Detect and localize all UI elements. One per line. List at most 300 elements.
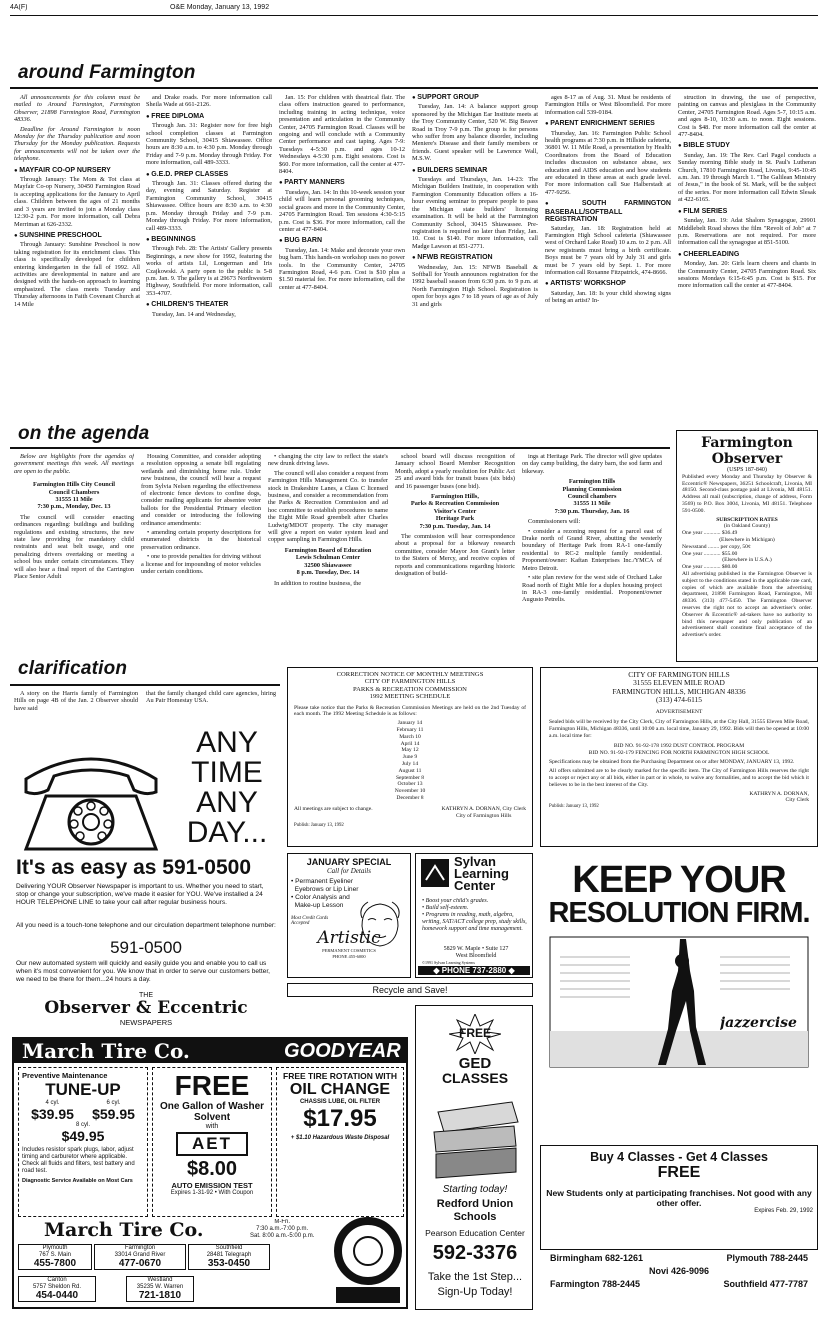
- school-line: Schools: [453, 1211, 497, 1223]
- meeting-dates: [294, 720, 526, 802]
- free-title: FREE: [174, 1070, 250, 1101]
- sylvan-name-line: Sylvan: [454, 856, 496, 869]
- item-text: Tuesdays, Jan. 14: In this 10-week session your child will learn personal grooming techniques, social graces and more in the Community Center, 24705 Farmington Road. Ten sessions 4:30-5:15 p.m. Cost is $36. For more information, call the center at 477-8404.: [279, 188, 405, 233]
- oil-free-text: FREE TIRE ROTATION WITH: [283, 1071, 397, 1081]
- march-tire-logo: March Tire Co.: [22, 1039, 190, 1063]
- rates-title: SUBSCRIPTION RATES: [716, 516, 778, 523]
- item-heading: ● NFWB REGISTRATION: [412, 254, 538, 262]
- agenda-bullet-text: changing the city law to reflect the state's new drunk driving laws.: [268, 453, 388, 468]
- bid-body-3: All offers submitted are to be clearly marked for the specific item. The City of Farmington Hills reserves the right to accept or reject any or all bids, either in part or in whole, to waive any formalities, and to accept the bid which it believes to be in the best interest of the City.: [549, 768, 809, 788]
- store-address: 767 S. Main: [38, 1251, 72, 1258]
- jazz-expires: Expires Feb. 29, 1992: [754, 1208, 813, 1214]
- meeting-date: May 12: [401, 747, 419, 754]
- notice-line: PARKS & RECREATION COMMISSION: [353, 685, 467, 693]
- agenda-bullet: • amending certain property descriptions for enumerated districts in the historical preservation ordinance.: [141, 529, 261, 551]
- store-address: 35235 W. Warren: [136, 1283, 184, 1290]
- sylvan-copyright: ©1991 Sylvan Learning Systems: [422, 960, 475, 965]
- recycle-banner: Recycle and Save!: [287, 983, 533, 997]
- jan-item-text: Color Analysis and: [295, 894, 350, 901]
- january-special-ad: [287, 853, 411, 978]
- sylvan-item-text: Programs in reading, math, algebra, writing, SAT/ACT college prep, study skills, homework support and time management.: [422, 912, 527, 932]
- store-phone: 454-0440: [35, 1290, 79, 1301]
- diag-text: Diagnostic Service Available on Most Cars: [22, 1178, 133, 1184]
- agenda-bullet-text: one to provide penalties for driving without a license and for impounding of motor vehicles under certain conditions.: [141, 553, 261, 576]
- meeting-date: June 9: [402, 754, 418, 761]
- around-col-5: [545, 94, 671, 426]
- bid-signature: [549, 791, 809, 805]
- notice-footer: [294, 806, 526, 820]
- observer-logo: Observer & Eccentric: [44, 998, 248, 1018]
- meeting-line: 32500 Shiawassee: [304, 561, 352, 569]
- notice-line: 1992 MEETING SCHEDULE: [369, 693, 451, 701]
- sylvan-item-text: Build self-esteem.: [425, 905, 469, 911]
- agenda-text: The council will consider enacting ordinances regarding: buildings and building regulations and existing structures, the new state law providing for mandatory child restraints and seat belt usage, and one penalizing drivers overtaking or meeting a school bus under certain circumstances. They will also hear a final report of the Carrington Place Senior Adult: [14, 513, 134, 581]
- meeting-block: [395, 493, 515, 530]
- woman-face-illustration: [354, 900, 406, 950]
- item-heading: ● MAYFAIR CO-OP NURSERY: [14, 167, 140, 175]
- item-heading: ● FILM SERIES: [678, 208, 816, 216]
- gallon-text: One Gallon of Washer Solvent: [159, 1101, 265, 1123]
- agenda-text: Commissioners will:: [528, 518, 581, 526]
- sylvan-item: • Boost your child's grades.: [422, 898, 489, 904]
- agenda-bullet: • site plan review for the west side of Orchard Lake Road north of Eight Mile for a duplex housing project in RA-3 one-family residential. Proponent/owner Augusto Petrelis.: [522, 574, 662, 604]
- meeting-date: September 8: [395, 774, 425, 781]
- rate-line: (in Oakland County): [723, 523, 771, 530]
- store-locations: [18, 1244, 324, 1308]
- meeting-line: Lewis Schulman Center: [295, 554, 361, 562]
- rate-line: One year ............ $36.49: [682, 530, 738, 537]
- jan-sub: Call for Details: [327, 867, 371, 875]
- meeting-date: April 14: [400, 740, 420, 747]
- item-heading: ● ARTISTS' WORKSHOP: [545, 280, 671, 288]
- jan-item-text: Permanent Eyeliner: [295, 878, 354, 885]
- tuneup-text: Includes resistor spark plugs, labor, adjust timing and carburetor where applicable. Check all fluids and filters, test battery and road test.: [22, 1147, 135, 1174]
- ged-classes: CLASSES: [441, 1071, 509, 1086]
- item-text: ages 8-17 as of Aug. 31. Must be residents of Farmington Hills or West Bloomfield. For more information call 539-0184.: [545, 94, 671, 116]
- jazz-phone-row: [540, 1278, 818, 1291]
- ged-starting: Starting today!: [442, 1184, 508, 1195]
- hours-line: Sat. 8:00 a.m.-5:00 p.m.: [250, 1233, 315, 1239]
- jan-foot-line: PHONE 455-6000: [332, 954, 366, 959]
- agenda-bullet-text: site plan review for the west side of Orchard Lake Road north of Eight Mile for a duplex housing project in RA-3 one-family residential. Proponent/owner Augusto Petrelis.: [522, 574, 662, 604]
- meeting-line: 31555 11 Mile: [55, 496, 93, 504]
- item-heading: ● G.E.D. PREP CLASSES: [146, 171, 272, 179]
- agenda-bullet-text: consider a rezoning request for a parcel east of Drake north of Grand River, abutting the westerly boundary of Heritage Park from RA-1 one-family residential to RC-2 multiple family residential. Proponent/owner: Kaftan Enterprises Inc./YMCA of Metro Detroit.: [522, 527, 662, 572]
- jan-item: • Color Analysis and: [291, 894, 350, 901]
- ged-ad: [415, 1005, 533, 1310]
- around-col-3: [279, 94, 405, 426]
- agenda-col-5: [522, 453, 662, 665]
- agenda-col-4: [395, 453, 515, 658]
- item-heading: ● CHEERLEADING: [678, 251, 816, 259]
- item-heading: ● SUPPORT GROUP: [412, 94, 538, 102]
- aet-logo: AET: [176, 1132, 248, 1156]
- rate-line: (Elsewhere in Michigan): [719, 536, 775, 543]
- bid-body-2: Specifications may be obtained from the Purchasing Department on or after MONDAY, JANUARY 13, 1992.: [549, 759, 795, 766]
- cyl-label: 6 cyl.: [106, 1100, 121, 1106]
- hours-line: 7:30 a.m.-7:00 p.m.: [256, 1226, 309, 1232]
- jazz-phone-row: [540, 1265, 818, 1278]
- big-line: TIME: [191, 756, 263, 789]
- phonead-text-3: Our new automated system will quickly and easily guide you and enable you to call us when it's most convenient for you. We know that in order to serve our customers better, we need to be there for them...24 hours a day.: [16, 960, 271, 983]
- agenda-heading: on the agenda: [18, 423, 150, 444]
- ged-step: [416, 1270, 533, 1300]
- around-intro-2: Deadline for Around Farmington is noon Monday for the Thursday publication and noon Thursday for the Monday publication. Requests for announcements will not be taken over the telephone.: [14, 125, 140, 163]
- tuneup-price: $39.95: [31, 1106, 74, 1122]
- agenda-text: Housing Committee, and consider adopting a resolution opposing a senate bill regulating wetlands and diminishing home rule. Under new business, the council will hear a request from Sylvia Nelsen regarding the effectiveness of electronic fence devices to confine dogs, consider mailing applicants for absentee voter ballots for the Presidential Primary election and consider or introducing the following ordinance amendments:: [141, 453, 261, 527]
- rate-line: One year ............ $55.00: [682, 550, 738, 557]
- books-illustration: [428, 1092, 522, 1180]
- agenda-bullet: • consider a rezoning request for a parcel east of Drake north of Grand River, abutting the westerly boundary of Heritage Park from RA-1 one-family residential to RC-2 multiple family residential. Proponent/owner: Kaftan Enterprises Inc./YMCA of Metro Detroit.: [522, 527, 662, 572]
- meeting-line: Farmington Hills: [568, 478, 616, 486]
- meeting-date: March 10: [399, 733, 421, 740]
- item-text: Tuesday, Jan. 14: A balance support group sponsored by the Michigan Ear Institute meets at the Troy Community Center, 520 W. Big Beaver Road in Troy 7-9 p.m. The group is for persons who suffer from any balance disorder, including Meniere's Disease and their family members or friends. Guest speaker will be Lawrence Wall, M.S.W.: [412, 103, 538, 163]
- clar-rule: [10, 684, 280, 686]
- item-text: Through January: Sunshine Preschool is now taking registration for its enrichment class. This class is specifically developed for children entering kindergarten in the fall of 1992. All activities are developmental in nature and are designed with the hands-on approach to learning emphasized. The class meets Tuesday and Thursday afternoons in Faith Covenant Church at 14 Mile: [14, 241, 140, 308]
- meeting-line: Council Chambers: [48, 488, 100, 496]
- item-heading: ● BUG BARN: [279, 237, 405, 245]
- notice-line: CORRECTION NOTICE OF MONTHLY MEETINGS: [336, 671, 484, 678]
- meeting-line: Farmington Hills,: [431, 493, 479, 501]
- store-southfield[interactable]: [188, 1244, 270, 1270]
- jazz-new-students: New Students only at participating franchises. Not good with any other offer.: [546, 1188, 812, 1208]
- masthead-text-2: All advertising published in the Farmington Observer is subject to the conditions stated in the applicable rate card, copies of which are available from the advertising department, 21898 Farmington Road, Farmington, MI 48336. (313) 477-5450. The Farmington Observer reserves the right not to accept an advertiser's order. Observer & Eccentric® ad-takers have no authority to bind this newspaper and only publication of an advertisement shall constitute final acceptance of the advertiser's order.: [682, 570, 812, 639]
- jazz-phone: Novi 426-9096: [648, 1266, 710, 1276]
- clar-heading: clarification: [18, 658, 128, 679]
- big-line: ANY: [196, 786, 258, 819]
- agenda-bullet-text: amending certain property descriptions for enumerated districts in the historical preservation ordinance.: [141, 529, 261, 551]
- phonead-the: THE: [139, 992, 153, 999]
- rate-line: Newsstand ........ per copy, 50¢: [682, 543, 751, 550]
- item-heading: ● PARTY MANNERS: [279, 179, 405, 187]
- rate-line: One year ............ $80.00: [682, 564, 738, 571]
- agenda-rule: [10, 447, 670, 449]
- oil-price: $17.95: [303, 1105, 377, 1132]
- jan-cards: Most Credit Cards Accepted: [291, 916, 329, 926]
- bid-line: (313) 474-6115: [656, 695, 702, 705]
- artistic-logo: Artistic: [317, 928, 381, 948]
- meeting-date: November 10: [394, 788, 426, 795]
- jazzercise-logo: jazzercise: [720, 1015, 797, 1031]
- bid-item: BID NO. 91-92-178 1992 DUST CONTROL PROGRAM: [613, 742, 745, 749]
- cyl-label: 4 cyl.: [45, 1100, 60, 1106]
- meeting-line: Farmington Hills City Council: [32, 481, 116, 489]
- jan-item: • Permanent Eyeliner: [291, 878, 354, 885]
- bid-line: CITY OF FARMINGTON HILLS: [628, 670, 730, 679]
- oil-change-coupon[interactable]: [276, 1067, 404, 1217]
- item-text: Through January: The Mom & Tot class at Mayfair Co-op Nursery, 30450 Farmington Road is accepting applications for the January to April class. Children between the ages of 21 months and 3 years are invited to join a Monday class 12:30-2 p.m. For more information, call Debra Merriman at 626-2332.: [14, 176, 140, 228]
- bid-line: FARMINGTON HILLS, MICHIGAN 48336: [612, 686, 746, 696]
- sylvan-address: [422, 946, 530, 960]
- around-intro: All announcements for this column must be mailed to Around Farmington, Farmington Observer, 21898 Farmington Road, Farmington 48336.: [14, 94, 140, 124]
- jazz-phone-row: [540, 1252, 818, 1265]
- item-text: Wednesday, Jan. 15: NFWB Baseball & Softball for Youth announces registration for the 1992 baseball season from 6:30 p.m. to 9 p.m. at North Farmington High School. Registration is open for boys ages 7 to 18 years of age as of July 31 and girls: [412, 263, 538, 308]
- sylvan-name-line: Center: [454, 878, 496, 892]
- tuneup-price: $59.95: [92, 1106, 135, 1122]
- agenda-text: In addition to routine business, the: [274, 579, 362, 587]
- meeting-line: Council chambers: [567, 493, 617, 501]
- store-phone: 455-7800: [33, 1258, 77, 1269]
- sylvan-name-line: Learning: [454, 866, 509, 881]
- washer-coupon[interactable]: [152, 1067, 272, 1217]
- oil-disposal: + $1.10 Hazardous Waste Disposal: [290, 1135, 390, 1141]
- ged-center: Pearson Education Center: [425, 1228, 525, 1238]
- meeting-line: Parks & Recreation Commission: [410, 500, 500, 508]
- jazz-phones: [540, 1252, 818, 1312]
- notice-pub: Publish: January 13, 1992: [294, 823, 344, 829]
- emission-text: AUTO EMISSION TEST: [171, 1181, 253, 1190]
- agenda-col-2: [141, 453, 261, 658]
- notice-signature: [441, 806, 526, 820]
- meeting-date: July 14: [401, 761, 419, 767]
- store-address: 5757 Sheldon Rd.: [32, 1283, 82, 1290]
- store-canton[interactable]: [18, 1276, 96, 1302]
- meeting-block: [268, 547, 388, 577]
- sylvan-item: • Programs in reading, math, algebra, writing, SAT/ACT college prep, study skills, homework support and time management.: [422, 912, 527, 932]
- jazzercise-ad: [540, 853, 818, 1145]
- big-line: ANY: [196, 728, 258, 759]
- meeting-date: January 14: [397, 720, 423, 727]
- jan-item-text: Eyebrows or Lip Liner: [294, 886, 359, 893]
- around-col-1: [14, 94, 140, 426]
- jan-foot-line: PERMANENT COSMETICS: [322, 948, 376, 953]
- item-text: Jan. 15: For children with theatrical flair. The class offers instruction geared to performance, including training in acting technique, voice presentation and articulation in the Community Center, 24705 Farmington Road. Classes will be ongoing and will conclude with a Community Center performance and cast taping. Ages 7-9: Tuesdays 4-5:30 p.m. and ages 10-12 Wednesdays 4-5:30 p.m. Eight sessions. Cost is $60. For more information, call the center at 477-8404.: [279, 94, 405, 176]
- big-line: DAY...: [186, 816, 268, 848]
- store-row: [18, 1244, 324, 1270]
- ged-free: FREE: [458, 1026, 491, 1040]
- agenda-text: school board will discuss recognition of January school Board Member Recognition Month, adopt a yearly resolution for Public Act 25 and award bids for transit buses (six bids) and 16 passenger buses (one bid).: [395, 453, 515, 490]
- folio-rule: [10, 15, 818, 16]
- item-text: Monday, Jan. 20: Girls learn cheers and chants in the Community Center, 24705 Farmington Road. Six sessions Mondays 6:15-6:45 p.m. Cost is $15. For more information call the center at 477-8404.: [678, 260, 816, 290]
- meeting-date: December 8: [396, 794, 424, 801]
- agenda-text: ings at Heritage Park. The director will give updates on day camp building, the dairy barn, the sod farm and bikeway.: [522, 453, 662, 475]
- sig-line: KATHRYN A. DORNAN, City Clerk: [441, 805, 526, 812]
- meeting-line: 7:30 p.m., Monday, Dec. 13: [37, 503, 111, 511]
- store-plymouth[interactable]: [18, 1244, 92, 1270]
- tuneup-title: TUNE-UP: [45, 1080, 121, 1099]
- bid-pub: Publish: January 13, 1992: [549, 804, 599, 810]
- clar-text: A story on the Harris family of Farmington Hills on page 4B of the Jan. 2 Observer should have said: [14, 690, 138, 712]
- school-line: Redford Union: [436, 1198, 514, 1210]
- item-heading: ● PARENT ENRICHMENT SERIES: [545, 120, 671, 128]
- folio-date: O&E Monday, January 13, 1992: [170, 4, 270, 11]
- item-text: Saturday, Jan. 18: Is your child showing signs of being an artist? In-: [545, 289, 671, 305]
- item-heading: ● BUILDERS SEMINAR: [412, 167, 538, 175]
- meeting-line: Heritage Park: [435, 515, 475, 523]
- any-time-any-day: [174, 728, 280, 848]
- store-phone: 353-0450: [207, 1258, 251, 1269]
- bid-line: 31555 ELEVEN MILE ROAD: [633, 678, 725, 688]
- tuneup-price: $49.95: [61, 1128, 105, 1144]
- item-heading: ● BIBLE STUDY: [678, 142, 816, 150]
- item-text: Through Jan. 31: Register now for free high school completion classes at Farmington Community School, 30415 Shiawassee. Office hours are 8:30 a.m. to 4:30 p.m. Monday through Friday and 7-9 p.m. Monday through Friday. For more information, call 489-3333.: [146, 122, 272, 167]
- telephone-icon: [16, 734, 166, 859]
- item-text: Saturday, Jan. 18: Registration held at Farmington High School cafeteria (Shiawassee west of Orchard Lake Road) 10 a.m. to 2 p.m. All new registrants must bring a birth certificate. Boys must be 7 years old by July 31 and girls must be 7 years old by Sept. 1. For more information call Roxanne Fitzpatrick, 474-8666.: [545, 224, 671, 276]
- agenda-intro: Below are highlights from the agendas of government meetings this week. All meetings are open to the public.: [14, 453, 134, 475]
- item-text: Through Jan. 31: Classes offered during the day, evening and Saturday. Register at Farmington Community School, 30415 Shiawassee. Office hours are 8:30 a.m. to 4:30 p.m. Monday through Friday and 7-9 p.m. Monday through Friday. For more information, call 489-3333.: [146, 180, 272, 232]
- sylvan-item: • Build self-esteem.: [422, 905, 469, 911]
- jazz-phone: Birmingham 682-1261: [550, 1253, 644, 1263]
- jan-item: [291, 886, 407, 894]
- meeting-date: October 13: [397, 781, 423, 788]
- store-farmington[interactable]: [94, 1244, 186, 1270]
- bid-list: [549, 743, 809, 757]
- store-phone: 477-0670: [118, 1258, 162, 1269]
- store-hours: [250, 1219, 314, 1240]
- folio-page: 4A(F): [10, 4, 28, 11]
- item-text: Through Feb. 28: The Artists' Gallery presents Beginnings, a new show for 1992, featuring the works of artists Lil, Longerman and Iris Czajkowski. A party open to the public is 5-8 p.m. Jan. 9. The gallery is at 29673 Northwestern Highway, Southfield. For more information, call 353-4707.: [146, 245, 272, 297]
- buy-4: Buy 4 Classes - Get 4 Classes: [590, 1150, 768, 1164]
- masthead-title: Farmington Observer: [701, 435, 793, 467]
- hours-line: M-Fri.: [274, 1219, 291, 1225]
- meeting-line: 7:30 p.m. Tuesday, Jan. 14: [419, 522, 491, 530]
- store-westland[interactable]: [126, 1276, 194, 1302]
- item-text: struction in drawing, the use of perspective, painting on canvas and plexiglass in the Community Center, 24705 Farmington Road. Ages 5-7, 10:15 a.m. and ages 8-10, 10:30 a.m. to noon. Eight sessions. Cost is $48. For more information call the center at 477-8404.: [678, 94, 816, 139]
- meeting-date: August 11: [398, 767, 422, 774]
- sig-line: City of Farmington Hills: [455, 812, 512, 819]
- phonead-newspapers: NEWSPAPERS: [119, 1018, 173, 1027]
- bid-body: Sealed bids will be received by the City Clerk, City of Farmington Hills, at the City Hall, 31555 Eleven Mile Road, Farmington Hills, Michigan 48336, until 10:00 a.m. local time, January 29, 1992. Bids will then be opened at 10:00 a.m. local time for:: [549, 719, 809, 740]
- agenda-bullet: • changing the city law to reflect the state's new drunk driving laws.: [268, 453, 388, 468]
- sylvan-addr-line: West Bloomfield: [455, 953, 497, 959]
- meeting-line: 8 p.m. Tuesday, Dec. 14: [296, 569, 360, 577]
- rate-line: (Elsewhere in U.S.A.): [722, 557, 772, 564]
- oil-change-title: OIL CHANGE: [289, 1081, 391, 1098]
- item-heading: ● CHILDREN'S THEATER: [146, 301, 272, 309]
- store-name: Farmington: [124, 1245, 156, 1251]
- store-name: Canton: [47, 1277, 67, 1283]
- tuneup-heading: Preventive Maintenance: [22, 1071, 108, 1080]
- around-col-6: [678, 94, 816, 426]
- jazzercise-offer: [540, 1145, 818, 1250]
- meeting-date: February 11: [396, 727, 424, 734]
- oil-sub: CHASSIS LUBE, OIL FILTER: [299, 1099, 381, 1105]
- item-heading: ● SUNSHINE PRESCHOOL: [14, 232, 140, 240]
- around-col-4: [412, 94, 538, 426]
- ged-title: GED: [458, 1056, 492, 1071]
- masthead-usps: (USPS 187-840): [727, 467, 767, 473]
- clar-text: that the family changed child care agencies, hiring Au Pair Homestay USA.: [146, 690, 276, 705]
- bid-notice: [540, 667, 818, 847]
- item-text: Tuesday, Jan. 14 and Wednesday,: [152, 310, 236, 318]
- meeting-line: Farmington Board of Education: [284, 546, 372, 554]
- item-text: Tuesdays and Thursdays, Jan. 14-23: The Michigan Builders Institute, in cooperation with Farmington Community Education offers a 16-hour evening seminar to prepare people to pass the Michigan state builders' licensing examination. It will be held at the Farmington Community School, 30415 Shiawassee. Pre-registration is required no later than Friday, Jan. 10. Cost is $140. For more information, call Madge Lawson at 851-2771.: [412, 176, 538, 250]
- clar-col-2: [146, 690, 276, 724]
- jan-title: JANUARY SPECIAL: [306, 857, 392, 867]
- bid-header: [549, 671, 809, 705]
- emission-expires: Expires 1-31-92 • With Coupon: [170, 1190, 254, 1196]
- item-heading: ● SOUTH FARMINGTON BASEBALL/SOFTBALL REGISTRATION: [545, 200, 671, 223]
- sylvan-phone: ◆ PHONE 737-2880 ◆: [418, 966, 530, 975]
- cyl-prices: [22, 1106, 144, 1122]
- item-text: Tuesday, Jan. 14: Make and decorate your own bug barn. This hands-on workshop uses no power tools. In the Community Center, 24705 Farmington Road, 4-6 p.m. Cost is $10 plus a $1.50 material fee. For more information, call the center at 477-8404.: [279, 246, 405, 291]
- phonead-text-2: All you need is a touch-tone telephone and our circulation department telephone number:: [16, 922, 276, 929]
- meeting-block: [14, 481, 134, 511]
- easy-as: It's as easy as 591-0500: [16, 856, 252, 879]
- notice-line: CITY OF FARMINGTON HILLS: [364, 678, 456, 686]
- correction-notice: [287, 667, 533, 847]
- item-text: Sunday, Jan. 19: Adat Shalom Synagogue, 29901 Middlebelt Road shows the film "Revolt of Job" at 7 p.m. Reservations are not required. For more information call the synagogue at 851-5100.: [678, 217, 816, 247]
- agenda-text: The council will also consider a request from Farmington Hills Management Co. to transfer stock in Drakeshire Lanes, a Class C licensed business, and consider a recommendation from the Parks & Recreation Commission and ad hoc committee to establish procedures to name the Eight Mile Road greenbelt after Charles Ludwig/MDOT property. The city manager will give a report on water system lead and copper sampling in Farmington Hills.: [268, 469, 388, 544]
- jan-item-text: Make-up Lesson: [294, 902, 344, 909]
- meeting-line: 31555 11 Mile: [573, 500, 611, 508]
- cyl-label: 8 cyl.: [75, 1122, 90, 1128]
- store-name: Westland: [147, 1277, 173, 1283]
- tuneup-coupon[interactable]: [18, 1067, 148, 1217]
- notice-header: [294, 671, 526, 701]
- phone-ad: [12, 728, 280, 1028]
- step-line: Take the 1st Step...: [427, 1271, 523, 1283]
- clar-col-1: [14, 690, 138, 724]
- with-text: with: [205, 1123, 219, 1130]
- march-tire-ad: [12, 1037, 408, 1309]
- agenda-col-1: [14, 453, 134, 658]
- store-address: 28481 Telegraph: [206, 1251, 252, 1258]
- meeting-block: [522, 478, 662, 515]
- item-heading: ● BEGINNINGS: [146, 236, 272, 244]
- store-name: Southfield: [215, 1245, 243, 1251]
- march-tire-logo-2: March Tire Co.: [44, 1219, 204, 1241]
- tire-banner: [14, 1039, 406, 1063]
- bid-item: BID NO. 91-92-179 FENCING FOR NORTH FARMINGTON HIGH SCHOOL: [588, 749, 770, 756]
- around-rule: [10, 87, 818, 89]
- keep-line-1: KEEP YOUR: [572, 861, 786, 899]
- masthead-text: Published every Monday and Thursday by Observer & Eccentric® Newspapers, 36251 Schoolcraft, Livonia, MI 48150. Second-class postage paid at Livonia, MI 48151. Address all mail (subscription, change of address, Form 3569) to P.O. Box 3004, Livonia, MI 48151. Telephone 591-0500.: [682, 473, 812, 514]
- sig-line: KATHRYN A. DORNAN,: [749, 790, 809, 797]
- store-phone: 721-1810: [138, 1290, 182, 1301]
- meeting-line: 7:30 p.m. Thursday, Jan. 16: [554, 507, 630, 515]
- phonead-number: 591-0500: [110, 938, 182, 957]
- agenda-text: The commission will hear correspondence about a proposal for a bikeway research committee, consider Mayor Jon Grant's letter to the Sisters of Mercy, and receive copies of reports and communications regarding historic designation of build-: [395, 533, 515, 578]
- store-address: 33014 Grand River: [114, 1251, 166, 1258]
- step-line: Sign-Up Today!: [437, 1286, 513, 1298]
- sylvan-addr-line: 5829 W. Maple • Suite 127: [443, 946, 509, 952]
- notice-body: Please take notice that the Parks & Recreation Commission Meetings are held on the 2nd Tuesday of each month. The 1992 Meeting Schedule is as follows:: [294, 704, 526, 718]
- phonead-text-1: Delivering YOUR Observer Newspaper is important to us. Whether you need to start, stop or change your subscription, we've made it easier for YOU. We've installed a 24 HOUR TELEPHONE LINE to take your call after regular business hours.: [16, 883, 264, 906]
- agenda-col-3: [268, 453, 388, 658]
- store-row: [18, 1276, 324, 1302]
- jazz-phone: Plymouth 788-2445: [726, 1253, 808, 1263]
- store-name: Plymouth: [42, 1245, 68, 1251]
- keep-line-2: RESOLUTION FIRM.: [548, 897, 810, 929]
- ged-phone: 592-3376: [432, 1242, 518, 1264]
- jazz-phone: Southfield 477-7787: [723, 1279, 808, 1289]
- sylvan-name: [454, 856, 509, 892]
- tire-illustration: [332, 1217, 404, 1305]
- ged-school: [416, 1198, 533, 1224]
- notice-foot: All meetings are subject to change.: [294, 805, 373, 812]
- agenda-bullet: • one to provide penalties for driving without a license and for impounding of motor vehicles under certain conditions.: [141, 553, 261, 576]
- emission-price: $8.00: [186, 1158, 238, 1180]
- around-col-2: [146, 94, 272, 426]
- item-heading: ● FREE DIPLOMA: [146, 113, 272, 121]
- item-text: Thursday, Jan. 16: Farmington Public School health programs at 7:30 p.m. in Hillside cafeteria, 36801 W. 11 Mile Road, a presentation by Health Coordinators from the Board of Education includes discussion on substance abuse, sex education and AIDS education and how students are educated in these areas at each grade level. For more information call Sue Halberstadt at 477-9256.: [545, 129, 671, 196]
- around-heading: around Farmington: [18, 62, 196, 83]
- meeting-line: Visitor's Center: [433, 507, 477, 515]
- sylvan-ad: [415, 853, 533, 978]
- dancer-photo: [540, 931, 818, 1069]
- goodyear-logo: GOODYEAR: [284, 1040, 401, 1062]
- masthead-box: [676, 430, 818, 662]
- bid-adv: ADVERTISEMENT: [655, 708, 703, 715]
- sylvan-items: [422, 898, 530, 933]
- meeting-line: Planning Commission: [562, 485, 622, 493]
- sylvan-item-text: Boost your child's grades.: [425, 898, 489, 904]
- jazz-phone: Farmington 788-2445: [550, 1279, 641, 1289]
- sylvan-phone-text: PHONE 737-2880: [441, 966, 507, 975]
- item-text: Sunday, Jan. 19: The Rev. Carl Pagel conducts a Sunday morning Bible study in St. Paul's Lutheran Church, 17810 Farmington Road, Livonia, 9:45-10:45 a.m. Jan. 19 through March 1. "The Galilean Ministry of Jesus," in the book of St. Mark, will be the subject of the series. For more information call Edwin Slesak at 422-6165.: [678, 151, 816, 204]
- sylvan-logo-icon: [420, 858, 450, 888]
